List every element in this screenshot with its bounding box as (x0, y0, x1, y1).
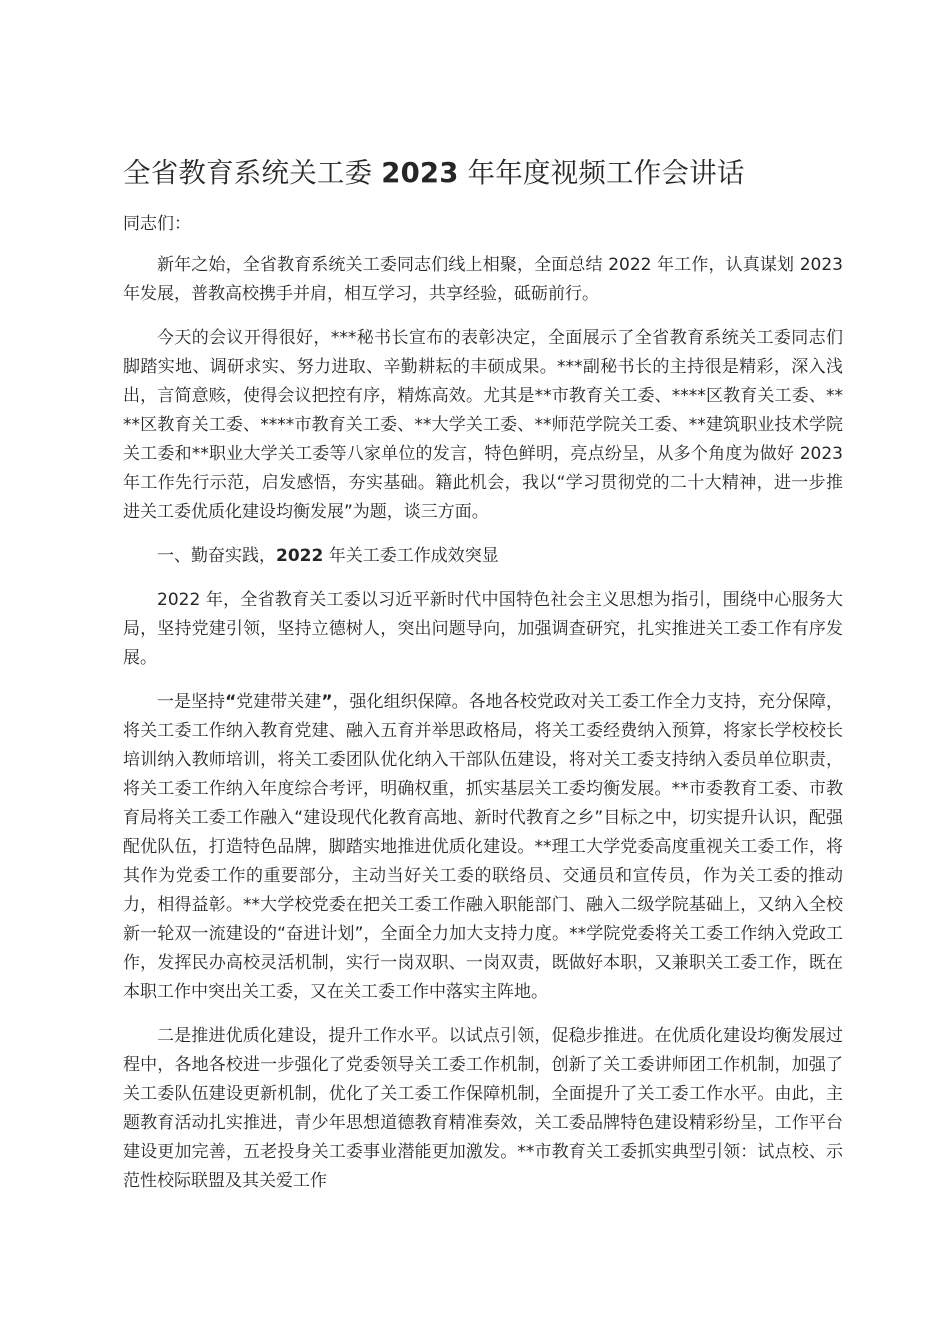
title-year: 2023 (381, 157, 459, 189)
paragraph-opening: 新年之始，全省教育系统关工委同志们线上相聚，全面总结 2022 年工作，认真谋划 2023 年发展，普教高校携手并肩，相互学习，共享经验，砥砺前行。 (123, 255, 843, 304)
p4-lead: 一是坚持 (157, 692, 226, 712)
paragraph-party-building (123, 688, 843, 1007)
heading-suffix: 年关工委工作成效突显 (323, 546, 499, 566)
salutation: 同志们： (123, 214, 191, 234)
p4-close-quote: ” (321, 692, 333, 712)
paragraph-2022-summary: 2022 年，全省教育关工委以习近平新时代中国特色社会主义思想为指引，围绕中心服务大局，坚持党建引领，坚持立德树人，突出问题导向，加强调查研究，扎实推进关工委工作有序发展。 (123, 590, 843, 668)
p4-body: ，强化组织保障。各地各校党政对关工委工作全力支持，充分保障，将关工委工作纳入教育党建、融入五育并举思政格局，将关工委经费纳入预算，将家长学校校长培训纳入教师培训，将关工委团队优化纳入干部队伍建设，将对关工委支持纳入委员单位职责，将关工委工作纳入年度综合考评，明确权重，抓实基层关工委均衡发展。**市委教育工委、市教育局将关工委工作融入“建设现代化教育高地、新时代教育之乡”目标之中，切实提升认识，配强配优队伍，打造特色品牌，脚踏实地推进优质化建设。**理工大学党委高度重视关工委工作，将其作为党委工作的重要部分，主动当好关工委的联络员、交通员和宣传员，作为关工委的推动力，相得益彰。**大学校党委在把关工委工作融入职能部门、融入二级学院基础上，又纳入全校新一轮双一流建设的“奋进计划”，全面全力加大支持力度。**学院党委将关工委工作纳入党政工作，发挥民办高校灵活机制，实行一岗双职、一岗双责，既做好本职，又兼职关工委工作，既在本职工作中突出关工委，又在关工委工作中落实主阵地。 (123, 692, 843, 1002)
title-suffix: 年年度视频工作会讲话 (458, 157, 745, 189)
paragraph-quality-building: 二是推进优质化建设，提升工作水平。以试点引领，促稳步推进。在优质化建设均衡发展过程中，各地各校进一步强化了党委领导关工委工作机制，创新了关工委讲师团工作机制，加强了关工委队伍建设更新机制，优化了关工委工作保障机制，全面提升了关工委工作水平。由此，主题教育活动扎实推进，青少年思想道德教育精准奏效，关工委品牌特色建设精彩纷呈，工作平台建设更加完善，五老投身关工委事业潜能更加激发。**市教育关工委抓实典型引领：试点校、示范性校际联盟及其关爱工作 (123, 1026, 843, 1191)
section-heading-1 (123, 542, 843, 571)
document-page (123, 150, 843, 1211)
p4-open-quote: “ (225, 692, 237, 712)
heading-prefix: 一、勤奋实践， (157, 546, 276, 566)
title-prefix: 全省教育系统关工委 (123, 157, 382, 189)
paragraph-meeting-review: 今天的会议开得很好，***秘书长宣布的表彰决定，全面展示了全省教育系统关工委同志们脚踏实地、调研求实、努力进取、辛勤耕耘的丰硕成果。***副秘书长的主持很是精彩，深入浅出，言简意赅，使得会议把控有序，精炼高效。尤其是**市教育关工委、****区教育关工委、****区教育关工委、****市教育关工委、**大学关工委、**师范学院关工委、**建筑职业技术学院关工委和**职业大学关工委等八家单位的发言，特色鲜明，亮点纷呈，从多个角度为做好 2023 年工作先行示范，启发感悟，夯实基础。籍此机会，我以“学习贯彻党的二十大精神，进一步推进关工委优质化建设均衡发展”为题，谈三方面。 (123, 328, 843, 522)
p4-quoted: 党建带关建 (236, 692, 322, 712)
document-title (123, 150, 843, 196)
heading-year: 2022 (276, 546, 324, 566)
